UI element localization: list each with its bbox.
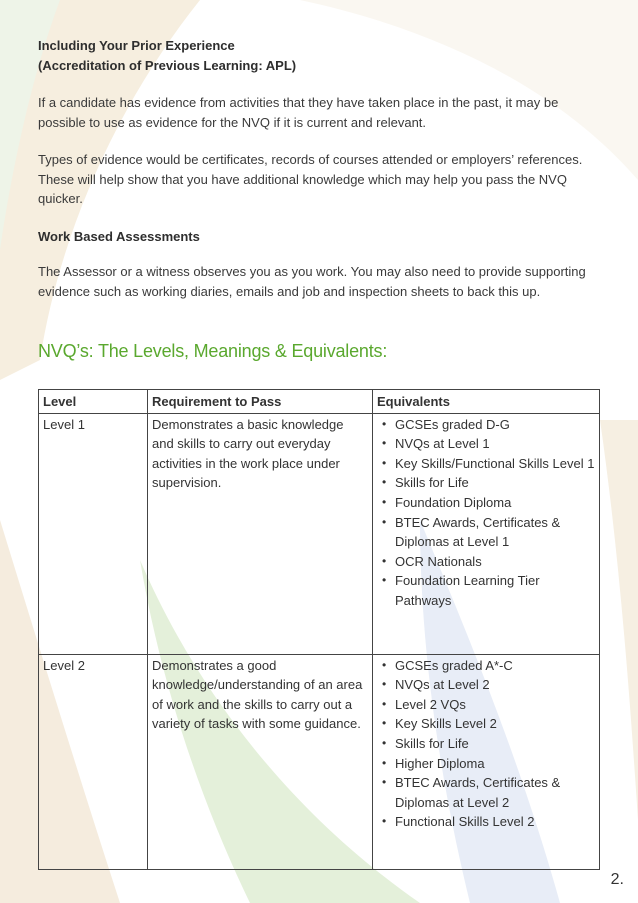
list-item: • GCSEs graded D-G bbox=[395, 415, 595, 435]
list-item: • Foundation Learning Tier Pathways bbox=[395, 571, 595, 610]
equivalents-cell bbox=[373, 413, 600, 654]
equivalents-list bbox=[377, 415, 595, 611]
list-item: • Higher Diploma bbox=[395, 754, 595, 774]
list-item: • Key Skills Level 2 bbox=[395, 714, 595, 734]
table-header-row bbox=[39, 390, 600, 414]
list-item: • OCR Nationals bbox=[395, 552, 595, 572]
list-item: • GCSEs graded A*-C bbox=[395, 656, 595, 676]
section-title-wrap bbox=[38, 341, 387, 362]
requirement-cell: Demonstrates a basic knowledge and skills to carry out everyday activities in the work place under supervision. bbox=[148, 413, 373, 654]
apl-heading bbox=[38, 36, 598, 75]
nvq-levels-table bbox=[38, 389, 600, 870]
apl-paragraph-1: If a candidate has evidence from activities that they have taken place in the past, it may be possible to use as evidence for the NVQ if it is current and relevant. bbox=[38, 95, 559, 130]
list-item: • Level 2 VQs bbox=[395, 695, 595, 715]
level-cell: Level 2 bbox=[39, 654, 148, 869]
apl-heading-line1: Including Your Prior Experience bbox=[38, 38, 235, 53]
list-item: • BTEC Awards, Certificates & Diplomas at Level 1 bbox=[395, 513, 595, 552]
header-level: Level bbox=[39, 390, 148, 414]
section-title: NVQ’s: The Levels, Meanings & Equivalents: bbox=[38, 341, 388, 361]
table-row bbox=[39, 413, 600, 654]
list-item: • Skills for Life bbox=[395, 734, 595, 754]
list-item: • Functional Skills Level 2 bbox=[395, 812, 595, 832]
list-item: • Foundation Diploma bbox=[395, 493, 595, 513]
apl-heading-line2: (Accreditation of Previous Learning: APL) bbox=[38, 57, 297, 73]
header-requirement: Requirement to Pass bbox=[148, 390, 373, 414]
page-number: 2. bbox=[610, 871, 624, 888]
header-equivalents: Equivalents bbox=[373, 390, 600, 414]
equivalents-list bbox=[377, 656, 595, 832]
requirement-cell: Demonstrates a good knowledge/understanding of an area of work and the skills to carry out a variety of tasks with some guidance. bbox=[148, 654, 373, 869]
document-body bbox=[38, 36, 598, 319]
list-item: • Key Skills/Functional Skills Level 1 bbox=[395, 454, 595, 474]
level-cell: Level 1 bbox=[39, 413, 148, 654]
list-item: • BTEC Awards, Certificates & Diplomas at Level 2 bbox=[395, 773, 595, 812]
list-item: • Skills for Life bbox=[395, 473, 595, 493]
equivalents-cell bbox=[373, 654, 600, 869]
apl-paragraph-2: Types of evidence would be certificates, records of courses attended or employers’ references. These will help show that you have additional knowledge which may help you pass the NVQ quicker. bbox=[38, 152, 583, 206]
list-item: • NVQs at Level 2 bbox=[395, 675, 595, 695]
work-based-heading: Work Based Assessments bbox=[38, 228, 200, 244]
work-based-paragraph: The Assessor or a witness observes you as you work. You may also need to provide supporting evidence such as working diaries, emails and job and inspection sheets to back this up. bbox=[38, 264, 586, 299]
list-item: • NVQs at Level 1 bbox=[395, 434, 595, 454]
table-row bbox=[39, 654, 600, 869]
